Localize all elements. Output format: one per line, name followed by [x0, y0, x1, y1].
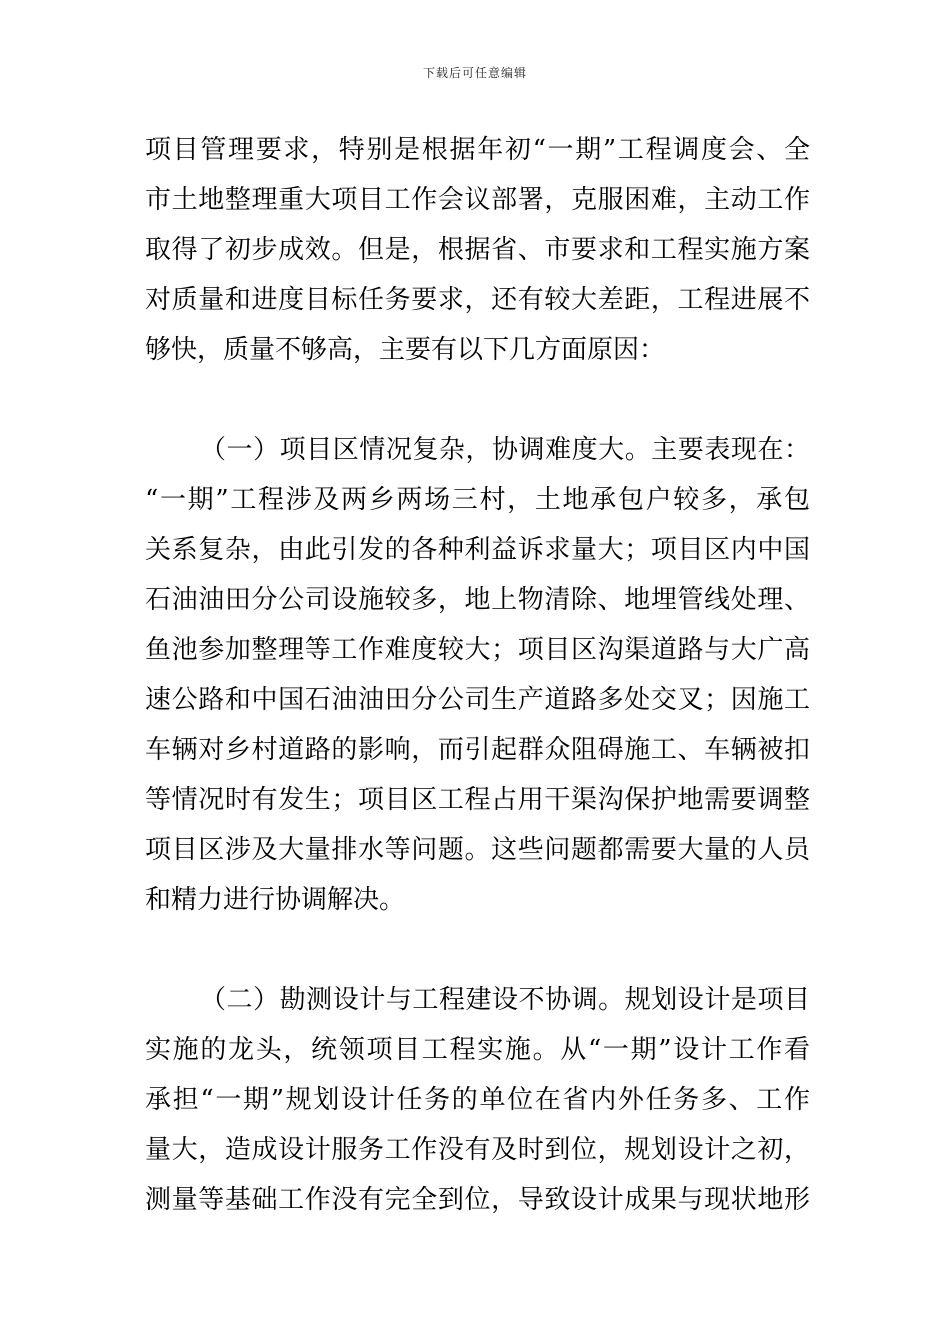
- paragraph-line: 和精力进行协调解决。: [145, 885, 406, 915]
- paragraph-line: “一期”工程涉及两乡两场三村，土地承包户较多，承包: [145, 485, 810, 515]
- paragraph-line: 车辆对乡村道路的影响，而引起群众阻碍施工、车辆被扣: [145, 735, 810, 765]
- paragraph-line: 实施的龙头，统领项目工程实施。从“一期”设计工作看: [145, 1035, 810, 1065]
- paragraph-line: 石油油田分公司设施较多，地上物清除、地埋管线处理、: [145, 585, 810, 615]
- paragraph-line: （一）项目区情况复杂，协调难度大。主要表现在：: [200, 435, 810, 465]
- paragraph-line: 测量等基础工作没有完全到位，导致设计成果与现状地形: [145, 1185, 810, 1215]
- paragraph-line: 够快，质量不够高，主要有以下几方面原因：: [145, 335, 666, 365]
- paragraph-line: 取得了初步成效。但是，根据省、市要求和工程实施方案: [145, 235, 810, 265]
- paragraph-line: 项目管理要求，特别是根据年初“一期”工程调度会、全: [145, 135, 810, 165]
- paragraph-line: 关系复杂，由此引发的各种利益诉求量大；项目区内中国: [145, 535, 810, 565]
- paragraph-line: （二）勘测设计与工程建设不协调。规划设计是项目: [200, 985, 810, 1015]
- paragraph-line: 项目区涉及大量排水等问题。这些问题都需要大量的人员: [145, 835, 810, 865]
- paragraph-line: 市土地整理重大项目工作会议部署，克服困难，主动工作: [145, 185, 810, 215]
- paragraph-line: 量大，造成设计服务工作没有及时到位，规划设计之初，: [145, 1135, 810, 1165]
- paragraph-line: 等情况时有发生；项目区工程占用干渠沟保护地需要调整: [145, 785, 810, 815]
- paragraph-line: 对质量和进度目标任务要求，还有较大差距，工程进展不: [145, 285, 810, 315]
- header-note: 下载后可任意编辑: [422, 66, 527, 80]
- paragraph-line: 鱼池参加整理等工作难度较大；项目区沟渠道路与大广高: [145, 635, 810, 665]
- paragraph-line: 承担“一期”规划设计任务的单位在省内外任务多、工作: [145, 1085, 810, 1115]
- paragraph-line: 速公路和中国石油油田分公司生产道路多处交叉；因施工: [145, 685, 810, 715]
